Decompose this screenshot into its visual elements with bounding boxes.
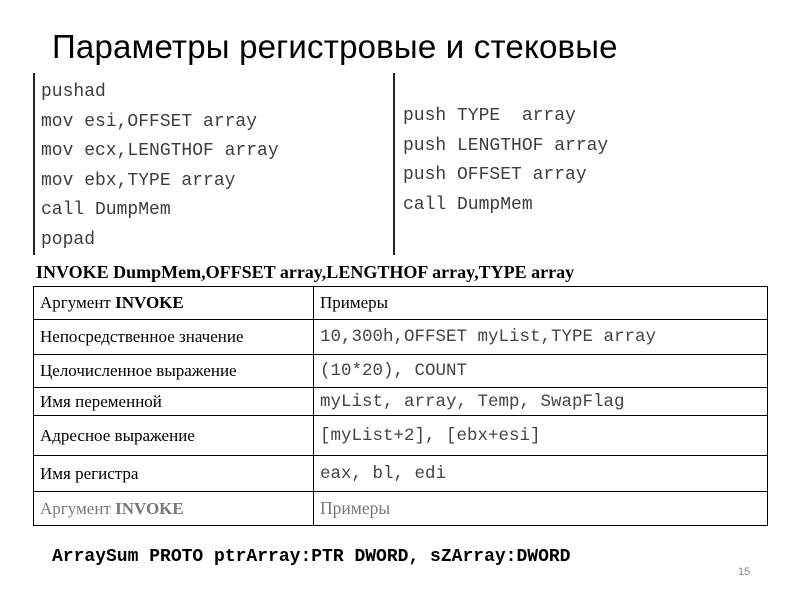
argument-cell: Имя переменной [34, 388, 314, 416]
footer-examples-cell: Примеры [314, 492, 768, 526]
examples-cell: (10*20), COUNT [314, 355, 768, 388]
invoke-example: INVOKE DumpMem,OFFSET array,LENGTHOF array,TYPE array [36, 262, 575, 282]
table-header-row [34, 287, 768, 320]
table-row [34, 416, 768, 456]
table-row [34, 355, 768, 388]
argument-cell: Имя регистра [34, 456, 314, 492]
table-footer-row [34, 492, 768, 526]
footer-argument-cell: Аргумент INVOKE [34, 492, 314, 526]
table-row [34, 388, 768, 416]
argument-cell: Непосредственное значение [34, 320, 314, 355]
code-line: popad [41, 229, 96, 250]
register-params-code [41, 78, 279, 255]
invoke-arguments-table [33, 286, 768, 526]
header-argument-cell: Аргумент INVOKE [34, 287, 314, 320]
examples-cell: [myList+2], [ebx+esi] [314, 416, 768, 456]
code-line: push TYPE array [403, 106, 576, 126]
code-line: mov ebx,TYPE array [41, 170, 236, 191]
code-line: call DumpMem [41, 200, 171, 220]
table-row [34, 456, 768, 492]
examples-cell: 10,300h,OFFSET myList,TYPE array [314, 320, 768, 355]
examples-cell: eax, bl, edi [314, 456, 768, 492]
examples-cell: myList, array, Temp, SwapFlag [314, 388, 768, 416]
code-line: call DumpMem [403, 194, 533, 215]
page-number: 15 [738, 566, 751, 578]
argument-cell: Целочисленное выражение [34, 355, 314, 388]
stack-params-code [403, 102, 608, 220]
slide-title: Параметры регистровые и стековые [52, 28, 618, 65]
code-line: push OFFSET array [403, 165, 587, 185]
table-row [34, 320, 768, 355]
header-examples-cell: Примеры [314, 287, 768, 320]
right-code-divider [393, 73, 395, 255]
proto-declaration: ArraySum PROTO ptrArray:PTR DWORD, sZArray:DWORD [52, 547, 571, 567]
code-line: push LENGTHOF array [403, 135, 609, 156]
code-line: mov esi,OFFSET array [41, 111, 258, 132]
argument-cell: Адресное выражение [34, 416, 314, 456]
code-line: pushad [41, 82, 106, 102]
left-code-divider [33, 73, 35, 255]
code-line: mov ecx,LENGTHOF array [41, 141, 279, 161]
